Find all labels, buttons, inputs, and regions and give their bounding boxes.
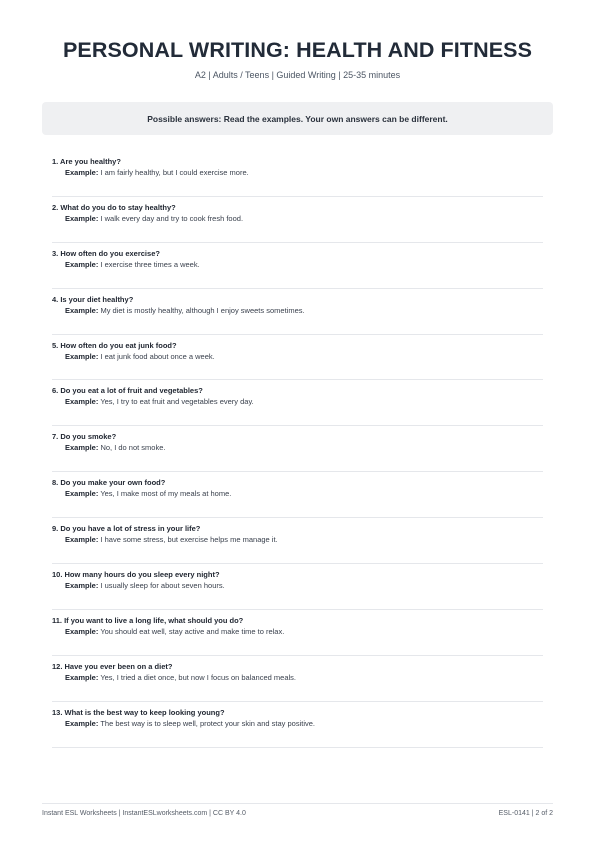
- example-label: Example:: [65, 351, 99, 361]
- question-item: [52, 564, 543, 610]
- question-text: 11. If you want to live a long life, what should you do?: [52, 615, 244, 625]
- question-item: [52, 702, 543, 748]
- example-answer: [52, 167, 543, 178]
- example-answer: [52, 580, 543, 591]
- example-answer: [52, 442, 543, 453]
- example-label: Example:: [65, 535, 99, 545]
- example-text: You should eat well, stay active and make time to relax.: [100, 626, 285, 636]
- example-answer: [52, 259, 543, 270]
- example-label: Example:: [65, 168, 99, 177]
- question-item: [52, 335, 543, 381]
- example-label: Example:: [65, 397, 99, 407]
- footer-credits: Instant ESL Worksheets | InstantESLworksheets.com | CC BY 4.0: [42, 810, 246, 817]
- example-text: The best way is to sleep well, protect your skin and stay positive.: [100, 718, 315, 728]
- question-item: [52, 151, 543, 197]
- question-text: 2. What do you do to stay healthy?: [52, 202, 176, 212]
- example-answer: [52, 488, 543, 499]
- footer-divider: [42, 803, 553, 804]
- question-text: 7. Do you smoke?: [52, 432, 117, 442]
- question-item: [52, 426, 543, 472]
- question-text: 6. Do you eat a lot of fruit and vegetables?: [52, 386, 203, 396]
- example-text: I exercise three times a week.: [100, 259, 200, 269]
- instructions-banner: [42, 102, 553, 135]
- example-text: I eat junk food about once a week.: [100, 351, 215, 361]
- question-text: 4. Is your diet healthy?: [52, 294, 134, 304]
- example-text: I walk every day and try to cook fresh food.: [100, 213, 244, 223]
- example-label: Example:: [65, 213, 99, 223]
- question-text: 10. How many hours do you sleep every night?: [52, 570, 220, 580]
- question-item: [52, 656, 543, 702]
- page-title: PERSONAL WRITING: HEALTH AND FITNESS: [62, 38, 533, 62]
- example-label: Example:: [65, 259, 99, 269]
- example-answer: [52, 213, 543, 224]
- question-item: [52, 610, 543, 656]
- question-text: 3. How often do you exercise?: [52, 248, 160, 258]
- question-item: [52, 380, 543, 426]
- example-text: I have some stress, but exercise helps me manage it.: [100, 535, 278, 545]
- question-text: 12. Have you ever been on a diet?: [52, 661, 173, 671]
- example-text: Yes, I try to eat fruit and vegetables every day.: [100, 397, 254, 407]
- question-text: 8. Do you make your own food?: [52, 478, 166, 488]
- example-text: I am fairly healthy, but I could exercise more.: [100, 168, 249, 177]
- question-list: [52, 151, 543, 748]
- example-label: Example:: [65, 718, 99, 728]
- question-text: 5. How often do you eat junk food?: [52, 340, 177, 350]
- example-answer: [52, 396, 543, 407]
- example-answer: [52, 672, 543, 683]
- example-text: Yes, I make most of my meals at home.: [100, 489, 232, 499]
- question-text: 1. Are you healthy?: [52, 157, 121, 166]
- example-label: Example:: [65, 626, 99, 636]
- question-text: 9. Do you have a lot of stress in your life?: [52, 524, 201, 534]
- example-label: Example:: [65, 672, 99, 682]
- example-answer: [52, 351, 543, 362]
- footer-page-number: ESL-0141 | 2 of 2: [498, 810, 553, 817]
- example-text: I usually sleep for about seven hours.: [100, 581, 225, 591]
- example-text: Yes, I tried a diet once, but now I focus on balanced meals.: [100, 672, 296, 682]
- question-text: 13. What is the best way to keep looking young?: [52, 707, 225, 717]
- instructions-text: Possible answers: Read the examples. Your own answers can be different.: [147, 113, 448, 124]
- example-answer: [52, 626, 543, 637]
- example-answer: [52, 305, 543, 316]
- example-label: Example:: [65, 581, 99, 591]
- question-item: [52, 289, 543, 335]
- question-item: [52, 197, 543, 243]
- example-label: Example:: [65, 443, 99, 453]
- example-text: My diet is mostly healthy, although I enjoy sweets sometimes.: [100, 305, 305, 315]
- example-text: No, I do not smoke.: [100, 443, 166, 453]
- question-item: [52, 472, 543, 518]
- example-label: Example:: [65, 305, 99, 315]
- example-answer: [52, 534, 543, 545]
- question-item: [52, 243, 543, 289]
- example-answer: [52, 718, 543, 729]
- example-label: Example:: [65, 489, 99, 499]
- page-subtitle: A2 | Adults / Teens | Guided Writing | 25-35 minutes: [194, 70, 401, 80]
- question-item: [52, 518, 543, 564]
